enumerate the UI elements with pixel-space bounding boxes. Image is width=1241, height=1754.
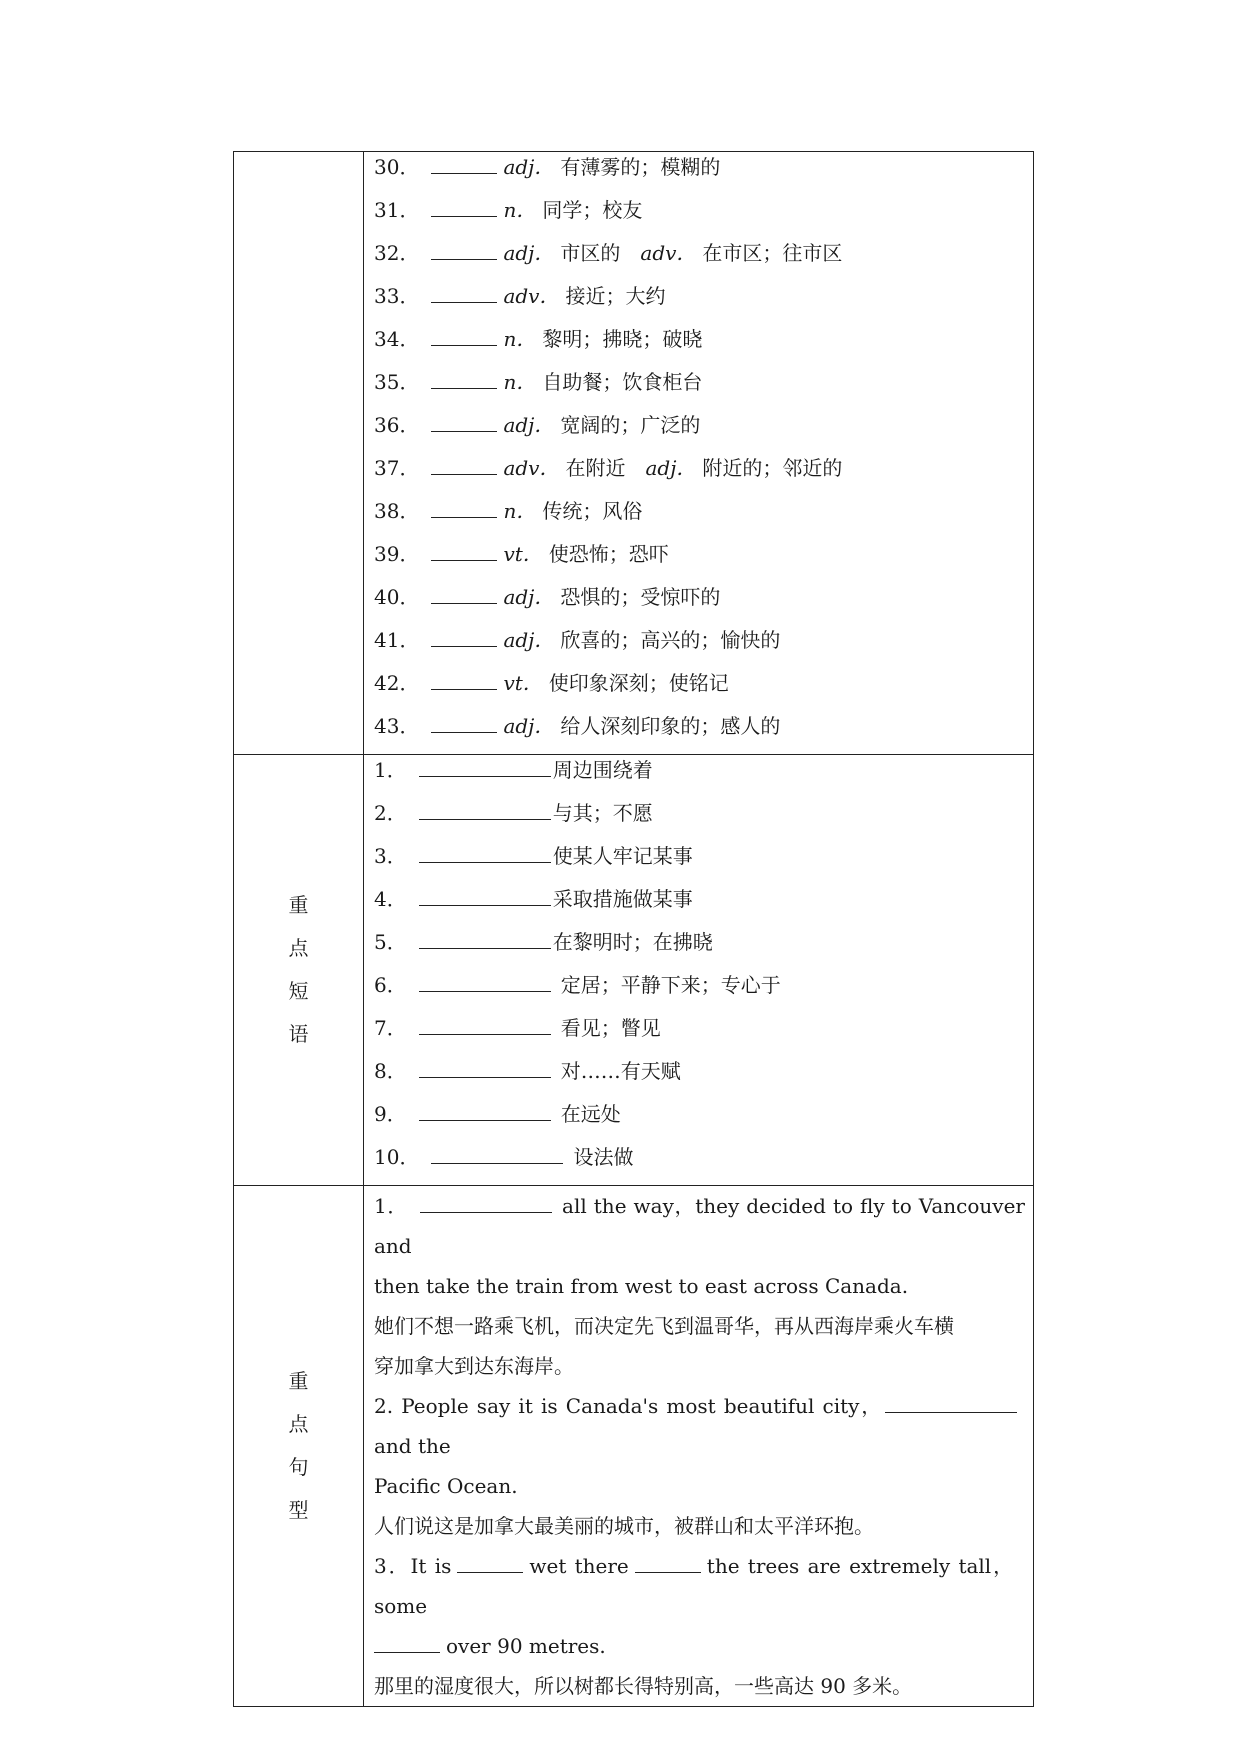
definition: 采取措施做某事 xyxy=(552,887,693,911)
sentence-2-translation: 人们说这是加拿大最美丽的城市，被群山和太平洋环抱。 xyxy=(374,1514,874,1538)
item-number: 33． xyxy=(374,284,420,308)
answer-blank[interactable] xyxy=(431,1145,563,1164)
sentence-text: It is xyxy=(410,1554,452,1578)
answer-blank[interactable] xyxy=(431,671,497,690)
item-number: 42． xyxy=(374,671,420,695)
sentences-section-label xyxy=(289,1360,309,1532)
item-number: 39． xyxy=(374,542,420,566)
answer-blank[interactable] xyxy=(419,758,551,777)
phrase-item xyxy=(374,970,1025,1013)
item-number: 36． xyxy=(374,413,420,437)
item-number: 9． xyxy=(374,1102,407,1126)
part-of-speech: adj． xyxy=(645,456,697,480)
item-number: 5． xyxy=(374,930,407,954)
sentence-1-en-line-1 xyxy=(374,1186,1025,1266)
sentence-3-en-line-2 xyxy=(374,1626,1025,1666)
phrase-item xyxy=(374,1099,1025,1142)
definition: 在附近 xyxy=(565,456,626,480)
answer-blank[interactable] xyxy=(419,1059,551,1078)
phrase-item xyxy=(374,1056,1025,1099)
vocab-item xyxy=(374,539,1025,582)
answer-blank[interactable] xyxy=(431,714,497,733)
sentence-number: 3． xyxy=(374,1554,411,1578)
label-char: 点 xyxy=(288,936,309,960)
definition: 市区的 xyxy=(560,241,621,265)
part-of-speech: n． xyxy=(503,499,537,523)
sentence-1-translation-line-1: 她们不想一路乘飞机，而决定先飞到温哥华，再从西海岸乘火车横 xyxy=(374,1314,954,1338)
phrase-item xyxy=(374,884,1025,927)
vocabulary-table xyxy=(233,151,1034,1707)
vocab-item xyxy=(374,152,1025,195)
definition: 对……有天赋 xyxy=(560,1059,681,1083)
definition: 宽阔的；广泛的 xyxy=(560,413,701,437)
item-number: 38． xyxy=(374,499,420,523)
part-of-speech: adj． xyxy=(503,628,555,652)
definition: 使恐怖；恐吓 xyxy=(548,542,669,566)
definition: 同学；校友 xyxy=(542,198,643,222)
item-number: 6． xyxy=(374,973,407,997)
part-of-speech: adv． xyxy=(503,284,560,308)
sentence-2-en-line-1 xyxy=(374,1386,1025,1466)
answer-blank[interactable] xyxy=(431,628,497,647)
sentence-text: the trees are extremely tall， xyxy=(706,1554,1015,1578)
phrase-item xyxy=(374,798,1025,841)
definition: 看见；瞥见 xyxy=(560,1016,661,1040)
definition: 使某人牢记某事 xyxy=(552,844,693,868)
definition: 定居；平静下来；专心于 xyxy=(560,973,781,997)
item-number: 41． xyxy=(374,628,420,652)
label-char: 型 xyxy=(288,1498,309,1522)
definition: 自助餐；饮食柜台 xyxy=(542,370,703,394)
sentence-1-blank[interactable] xyxy=(420,1194,552,1213)
phrases-row xyxy=(234,755,1034,1186)
item-number: 32． xyxy=(374,241,420,265)
item-number: 10． xyxy=(374,1145,420,1169)
vocab-item xyxy=(374,668,1025,711)
answer-blank[interactable] xyxy=(419,801,551,820)
answer-blank[interactable] xyxy=(431,413,497,432)
item-number: 31． xyxy=(374,198,420,222)
definition: 在黎明时；在拂晓 xyxy=(552,930,713,954)
sentence-3-blank-1[interactable] xyxy=(457,1554,523,1573)
vocab-item xyxy=(374,410,1025,453)
label-char: 句 xyxy=(288,1455,309,1479)
answer-blank[interactable] xyxy=(431,370,497,389)
answer-blank[interactable] xyxy=(431,241,497,260)
label-char: 重 xyxy=(288,893,309,917)
definition: 在市区；往市区 xyxy=(702,241,843,265)
part-of-speech: adj． xyxy=(503,241,555,265)
definition: 恐惧的；受惊吓的 xyxy=(560,585,721,609)
phrases-section-label xyxy=(289,884,309,1056)
answer-blank[interactable] xyxy=(419,973,551,992)
definition: 在远处 xyxy=(560,1102,621,1126)
sentence-text: over 90 metres. xyxy=(446,1634,606,1658)
sentence-text: wet there xyxy=(529,1554,629,1578)
sentence-1-en-line-2: then take the train from west to east across Canada. xyxy=(374,1274,909,1298)
answer-blank[interactable] xyxy=(431,198,497,217)
sentence-3-translation: 那里的湿度很大，所以树都长得特别高，一些高达 90 多米。 xyxy=(374,1674,913,1698)
vocab-item xyxy=(374,453,1025,496)
definition: 接近；大约 xyxy=(565,284,666,308)
part-of-speech: n． xyxy=(503,198,537,222)
vocab-item xyxy=(374,324,1025,367)
sentence-2-blank[interactable] xyxy=(885,1394,1017,1413)
answer-blank[interactable] xyxy=(419,887,551,906)
vocab-list xyxy=(374,152,1025,754)
answer-blank[interactable] xyxy=(419,1016,551,1035)
sentence-3-blank-2[interactable] xyxy=(635,1554,701,1573)
definition: 使印象深刻；使铭记 xyxy=(548,671,729,695)
answer-blank[interactable] xyxy=(431,284,497,303)
item-number: 7． xyxy=(374,1016,407,1040)
answer-blank[interactable] xyxy=(419,930,551,949)
item-number: 34． xyxy=(374,327,420,351)
sentence-number: 1． xyxy=(374,1194,409,1218)
answer-blank[interactable] xyxy=(419,844,551,863)
sentence-text: some xyxy=(374,1594,428,1618)
part-of-speech: vt． xyxy=(503,671,543,695)
item-number: 40． xyxy=(374,585,420,609)
definition: 给人深刻印象的；感人的 xyxy=(560,714,781,738)
part-of-speech: n． xyxy=(503,327,537,351)
item-number: 43． xyxy=(374,714,420,738)
answer-blank[interactable] xyxy=(431,456,497,475)
part-of-speech: vt． xyxy=(503,542,543,566)
sentence-text: 2. People say it is Canada's most beautiful city， xyxy=(374,1394,883,1418)
vocab-item xyxy=(374,195,1025,238)
part-of-speech: adj． xyxy=(503,585,555,609)
phrase-item xyxy=(374,1142,1025,1185)
part-of-speech: adv． xyxy=(503,456,560,480)
sentences-content-cell xyxy=(364,1186,1034,1707)
item-number: 4． xyxy=(374,887,407,911)
vocab-label-cell xyxy=(234,152,364,755)
vocab-item xyxy=(374,238,1025,281)
vocab-row xyxy=(234,152,1034,755)
sentence-text: and the xyxy=(374,1434,451,1458)
item-number: 37． xyxy=(374,456,420,480)
sentence-2-en-line-2: Pacific Ocean. xyxy=(374,1474,518,1498)
item-number: 8． xyxy=(374,1059,407,1083)
item-number: 1． xyxy=(374,758,407,782)
part-of-speech: adj． xyxy=(503,413,555,437)
vocab-item xyxy=(374,367,1025,410)
phrase-item xyxy=(374,755,1025,798)
label-char: 点 xyxy=(288,1412,309,1436)
definition: 设法做 xyxy=(573,1145,634,1169)
vocab-item xyxy=(374,711,1025,754)
sentence-3-blank-3[interactable] xyxy=(374,1634,440,1653)
label-char: 语 xyxy=(288,1022,309,1046)
sentence-text: all the way，they decided to fly to Vancouver and xyxy=(374,1194,1025,1258)
answer-blank[interactable] xyxy=(431,327,497,346)
sentences-row xyxy=(234,1186,1034,1707)
definition: 传统；风俗 xyxy=(542,499,643,523)
sentence-1-translation-line-2: 穿加拿大到达东海岸。 xyxy=(374,1354,574,1378)
answer-blank[interactable] xyxy=(431,155,497,174)
phrase-item xyxy=(374,927,1025,970)
sentences-label-cell xyxy=(234,1186,364,1707)
vocab-item xyxy=(374,496,1025,539)
vocab-item xyxy=(374,582,1025,625)
item-number: 30． xyxy=(374,155,420,179)
answer-blank[interactable] xyxy=(431,499,497,518)
vocab-item xyxy=(374,625,1025,668)
phrases-content-cell xyxy=(364,755,1034,1186)
sentence-3-en-line-1 xyxy=(374,1546,1025,1626)
part-of-speech: adv． xyxy=(640,241,697,265)
definition: 与其；不愿 xyxy=(552,801,653,825)
vocab-content-cell xyxy=(364,152,1034,755)
definition: 欣喜的；高兴的；愉快的 xyxy=(560,628,781,652)
label-char: 短 xyxy=(288,979,309,1003)
phrase-item xyxy=(374,1013,1025,1056)
part-of-speech: adj． xyxy=(503,714,555,738)
definition: 有薄雾的；模糊的 xyxy=(560,155,721,179)
part-of-speech: adj． xyxy=(503,155,555,179)
item-number: 2． xyxy=(374,801,407,825)
phrases-label-cell xyxy=(234,755,364,1186)
definition: 黎明；拂晓；破晓 xyxy=(542,327,703,351)
phrase-list xyxy=(374,755,1025,1185)
answer-blank[interactable] xyxy=(431,585,497,604)
item-number: 3． xyxy=(374,844,407,868)
definition: 附近的；邻近的 xyxy=(702,456,843,480)
phrase-item xyxy=(374,841,1025,884)
answer-blank[interactable] xyxy=(419,1102,551,1121)
part-of-speech: n． xyxy=(503,370,537,394)
vocab-item xyxy=(374,281,1025,324)
definition: 周边围绕着 xyxy=(552,758,653,782)
label-char: 重 xyxy=(288,1369,309,1393)
item-number: 35． xyxy=(374,370,420,394)
answer-blank[interactable] xyxy=(431,542,497,561)
